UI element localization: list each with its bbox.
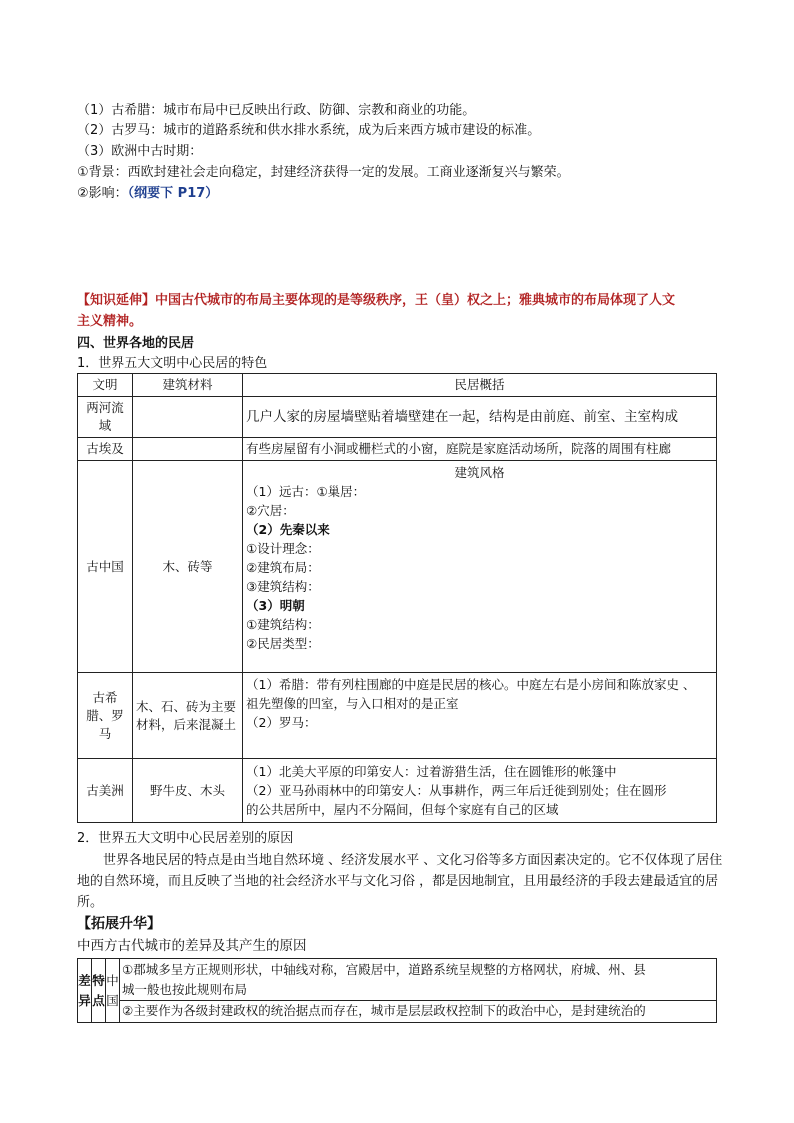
header-summary: 民居概括 <box>243 374 717 397</box>
china-line: ②建筑布局： <box>246 560 320 575</box>
summary-cell: 几户人家的房屋墙壁贴着墙壁建在一起，结构是由前庭、前室、主室构成 <box>243 397 717 438</box>
greece-rome-line: （2）罗马： <box>246 715 317 730</box>
label-cell: 特点 <box>92 959 106 1023</box>
impact-label: ②影响： <box>77 186 128 201</box>
table-header-row <box>78 374 717 397</box>
content-line: 城一般也按此规则布局 <box>120 980 716 1001</box>
table-row <box>78 438 717 461</box>
china-line: ②民居类型： <box>246 636 320 651</box>
civ-cell: 古美洲 <box>78 759 133 823</box>
table-row <box>78 461 717 673</box>
americas-line: （1）北美大平原的印第安人：过着游猎生活，住在圆锥形的帐篷中 <box>246 764 617 779</box>
dwelling-table <box>77 373 717 823</box>
content-line: ②主要作为各级封建政权的统治据点而存在，城市是层层政权控制下的政治中心，是封建统治的 <box>122 1003 646 1018</box>
americas-line: 的公共居所中，屋内不分隔间，但每个家庭有自己的区域 <box>246 802 559 817</box>
china-line: （2）先秦以来 <box>246 522 330 537</box>
knowledge-extension-line1: 【知识延伸】中国古代城市的布局主要体现的是等级秩序，王（皇）权之上；雅典城市的布局体现了人文 <box>77 293 676 308</box>
civ-cell: 两河流域 <box>78 397 133 438</box>
city-difference-table <box>77 958 717 1023</box>
table-row <box>78 959 717 1023</box>
intro-line-medieval: （3）欧洲中古时期： <box>77 144 203 159</box>
table-row <box>78 673 717 759</box>
china-line: ③建筑结构： <box>246 579 320 594</box>
material-cell: 野牛皮、木头 <box>133 759 243 823</box>
impact-reference: （纲要下 P17） <box>127 186 219 201</box>
material-cell: 木、砖等 <box>133 461 243 673</box>
intro-line-greece: （1）古希腊：城市布局中已反映出行政、防御、宗教和商业的功能。 <box>77 103 476 118</box>
section-heading: 四、世界各地的民居 <box>77 336 195 351</box>
content-cell <box>120 959 717 1023</box>
china-line: ①设计理念： <box>246 541 320 556</box>
label-cell: 中国 <box>106 959 120 1023</box>
summary-cell <box>243 673 717 759</box>
china-line: ②穴居： <box>246 503 295 518</box>
subheading-reasons: 2．世界五大文明中心民居差别的原因 <box>77 831 294 846</box>
paragraph-line: 世界各地民居的特点是由当地自然环境 、经济发展水平 、文化习俗等多方面因素决定的。它不仅体现了居住 <box>103 853 723 868</box>
header-civilization: 文明 <box>78 374 133 397</box>
americas-line: （2）亚马孙雨林中的印第安人：从事耕作，两三年后迁徙到别处；住在圆形 <box>246 783 667 798</box>
china-line: （1）远古：①巢居： <box>246 484 366 499</box>
material-cell <box>133 397 243 438</box>
china-line: （3）明朝 <box>246 598 305 613</box>
table-row <box>78 759 717 823</box>
label-cell: 差异 <box>78 959 92 1023</box>
civ-cell: 古希腊、罗马 <box>78 673 133 759</box>
content-line: ①郡城多呈方正规则形状，中轴线对称，宫殿居中，道路系统呈规整的方格网状，府城、州、县 <box>122 962 646 977</box>
summary-cell <box>243 461 717 673</box>
greece-rome-line: （1）希腊：带有列柱围廊的中庭是民居的核心。中庭左右是小房间和陈放家史 、 <box>246 677 696 692</box>
china-line: ①建筑结构： <box>246 617 320 632</box>
intro-line-rome: （2）古罗马：城市的道路系统和供水排水系统，成为后来西方城市建设的标准。 <box>77 123 541 138</box>
subheading-features: 1．世界五大文明中心民居的特色 <box>77 356 268 371</box>
paragraph-line: 所。 <box>77 895 104 910</box>
greece-rome-line: 祖先塑像的凹室，与入口相对的是正室 <box>246 696 459 711</box>
civ-cell: 古埃及 <box>78 438 133 461</box>
material-cell: 木、石、砖为主要材料，后来混凝土 <box>133 673 243 759</box>
expand-heading: 【拓展升华】 <box>77 916 161 932</box>
summary-cell: 有些房屋留有小洞或栅栏式的小窗，庭院是家庭活动场所，院落的周围有柱廊 <box>243 438 717 461</box>
style-title: 建筑风格 <box>454 465 505 480</box>
expand-subheading: 中西方古代城市的差异及其产生的原因 <box>77 938 307 954</box>
intro-line-impact <box>77 185 218 203</box>
table-row <box>78 397 717 438</box>
paragraph-line: 地的自然环境，而且反映了当地的社会经济水平与文化习俗 ，都是因地制宜，且用最经济的手段去建最适宜的居 <box>77 874 719 889</box>
summary-cell <box>243 759 717 823</box>
knowledge-extension-line2: 主义精神。 <box>77 314 143 329</box>
material-cell <box>133 438 243 461</box>
intro-line-background: ①背景：西欧封建社会走向稳定，封建经济获得一定的发展。工商业逐渐复兴与繁荣。 <box>77 165 570 180</box>
civ-cell: 古中国 <box>78 461 133 673</box>
header-material: 建筑材料 <box>133 374 243 397</box>
